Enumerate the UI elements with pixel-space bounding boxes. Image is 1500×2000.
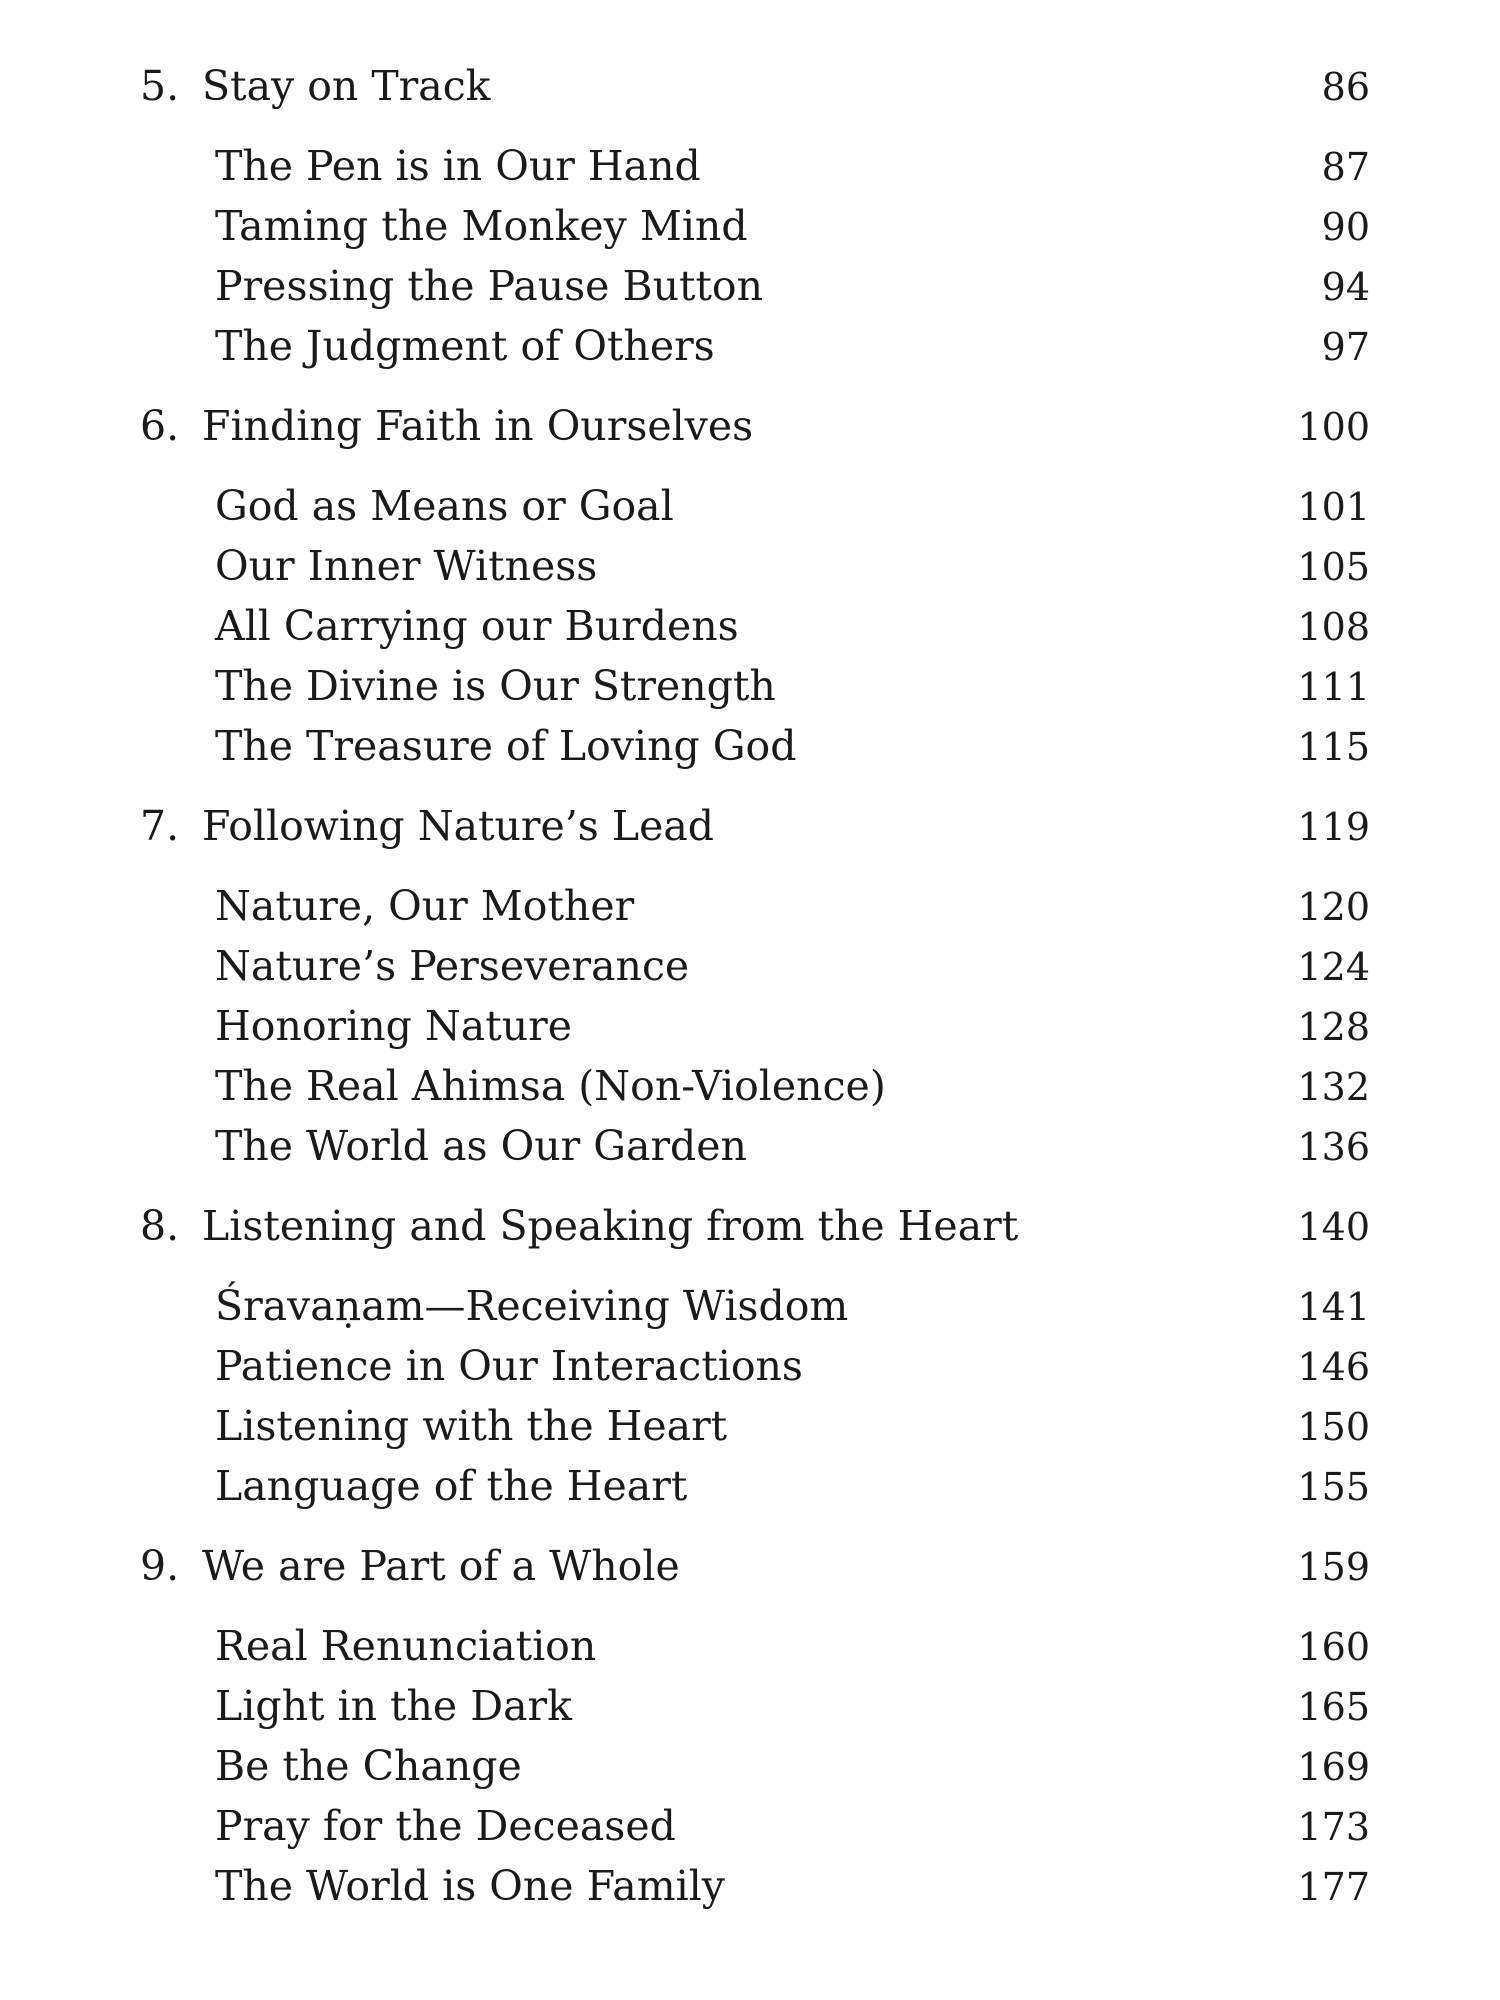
section-entry: [140, 142, 1370, 202]
chapter-title: We are Part of a Whole: [202, 1542, 680, 1590]
section-page-number: 132: [1297, 1065, 1370, 1109]
chapter: [140, 802, 1370, 1182]
chapter: [140, 62, 1370, 382]
chapter-title: Following Nature’s Lead: [202, 802, 715, 850]
section-page-number: 155: [1297, 1465, 1370, 1509]
section-page-number: 94: [1321, 265, 1370, 309]
section-title: Taming the Monkey Mind: [215, 202, 748, 250]
section-page-number: 160: [1297, 1625, 1370, 1669]
section-entry: [140, 1122, 1370, 1182]
section-page-number: 177: [1297, 1865, 1370, 1909]
section-title: Honoring Nature: [215, 1002, 572, 1050]
chapter-title: Listening and Speaking from the Heart: [202, 1202, 1019, 1250]
section-page-number: 169: [1297, 1745, 1370, 1789]
section-title: Pray for the Deceased: [215, 1802, 676, 1850]
section-title: Real Renunciation: [215, 1622, 597, 1670]
section-entry: [140, 1742, 1370, 1802]
section-entry: [140, 202, 1370, 262]
section-page-number: 165: [1297, 1685, 1370, 1729]
section-title: The World as Our Garden: [215, 1122, 747, 1170]
section-entry: [140, 1402, 1370, 1462]
section-title: The World is One Family: [215, 1862, 725, 1910]
section-title: Nature’s Perseverance: [215, 942, 690, 990]
section-title: The Judgment of Others: [215, 322, 715, 370]
section-page-number: 97: [1321, 325, 1370, 369]
section-page-number: 108: [1297, 605, 1370, 649]
section-page-number: 120: [1297, 885, 1370, 929]
section-entry: [140, 1282, 1370, 1342]
section-entry: [140, 1862, 1370, 1922]
chapter-number: 6.: [140, 402, 180, 450]
chapter-label: [140, 62, 491, 110]
chapter: [140, 1202, 1370, 1522]
chapter-title: Stay on Track: [202, 62, 491, 110]
section-page-number: 141: [1297, 1285, 1370, 1329]
chapter-page-number: 86: [1321, 65, 1370, 109]
section-entry: [140, 722, 1370, 782]
chapter-number: 5.: [140, 62, 180, 110]
chapter-number: 9.: [140, 1542, 180, 1590]
section-title: The Divine is Our Strength: [215, 662, 776, 710]
chapter-label: [140, 802, 714, 850]
section-page-number: 111: [1297, 665, 1370, 709]
section-page-number: 136: [1297, 1125, 1370, 1169]
section-entry: [140, 1462, 1370, 1522]
section-title: Our Inner Witness: [215, 542, 598, 590]
section-title: The Treasure of Loving God: [215, 722, 797, 770]
chapter-heading-row: [140, 802, 1370, 862]
section-page-number: 150: [1297, 1405, 1370, 1449]
chapter-number: 7.: [140, 802, 180, 850]
chapter-heading-row: [140, 1202, 1370, 1262]
chapter-title: Finding Faith in Ourselves: [202, 402, 754, 450]
chapter-page-number: 159: [1297, 1545, 1370, 1589]
table-of-contents: [140, 62, 1370, 1942]
section-title: The Real Ahimsa (Non-Violence): [215, 1062, 886, 1110]
section-entry: [140, 602, 1370, 662]
chapter-number: 8.: [140, 1202, 180, 1250]
section-page-number: 173: [1297, 1805, 1370, 1849]
chapter-label: [140, 402, 753, 450]
section-title: Listening with the Heart: [215, 1402, 728, 1450]
section-entry: [140, 542, 1370, 602]
section-title: God as Means or Goal: [215, 482, 674, 530]
chapter-label: [140, 1202, 1018, 1250]
section-entry: [140, 262, 1370, 322]
section-title: The Pen is in Our Hand: [215, 142, 701, 190]
chapter-heading-row: [140, 62, 1370, 122]
chapter-heading-row: [140, 1542, 1370, 1602]
section-entry: [140, 1062, 1370, 1122]
section-title: All Carrying our Burdens: [215, 602, 739, 650]
section-entry: [140, 482, 1370, 542]
chapter-label: [140, 1542, 680, 1590]
section-title: Patience in Our Interactions: [215, 1342, 803, 1390]
section-page-number: 101: [1297, 485, 1370, 529]
section-title: Nature, Our Mother: [215, 882, 635, 930]
section-entry: [140, 322, 1370, 382]
section-page-number: 115: [1297, 725, 1370, 769]
section-entry: [140, 1682, 1370, 1742]
section-entry: [140, 942, 1370, 1002]
chapter-page-number: 100: [1297, 405, 1370, 449]
section-title: Language of the Heart: [215, 1462, 688, 1510]
chapter: [140, 402, 1370, 782]
chapter-page-number: 119: [1297, 805, 1370, 849]
section-page-number: 105: [1297, 545, 1370, 589]
section-title: Light in the Dark: [215, 1682, 572, 1730]
section-page-number: 128: [1297, 1005, 1370, 1049]
section-entry: [140, 1002, 1370, 1062]
chapter-heading-row: [140, 402, 1370, 462]
section-entry: [140, 1622, 1370, 1682]
section-page-number: 124: [1297, 945, 1370, 989]
chapter-page-number: 140: [1297, 1205, 1370, 1249]
section-page-number: 87: [1321, 145, 1370, 189]
section-page-number: 90: [1321, 205, 1370, 249]
section-title: Be the Change: [215, 1742, 522, 1790]
section-entry: [140, 882, 1370, 942]
chapter: [140, 1542, 1370, 1922]
section-title: Śravaṇam—Receiving Wisdom: [215, 1282, 849, 1330]
section-title: Pressing the Pause Button: [215, 262, 764, 310]
section-entry: [140, 1342, 1370, 1402]
section-entry: [140, 1802, 1370, 1862]
section-page-number: 146: [1297, 1345, 1370, 1389]
section-entry: [140, 662, 1370, 722]
